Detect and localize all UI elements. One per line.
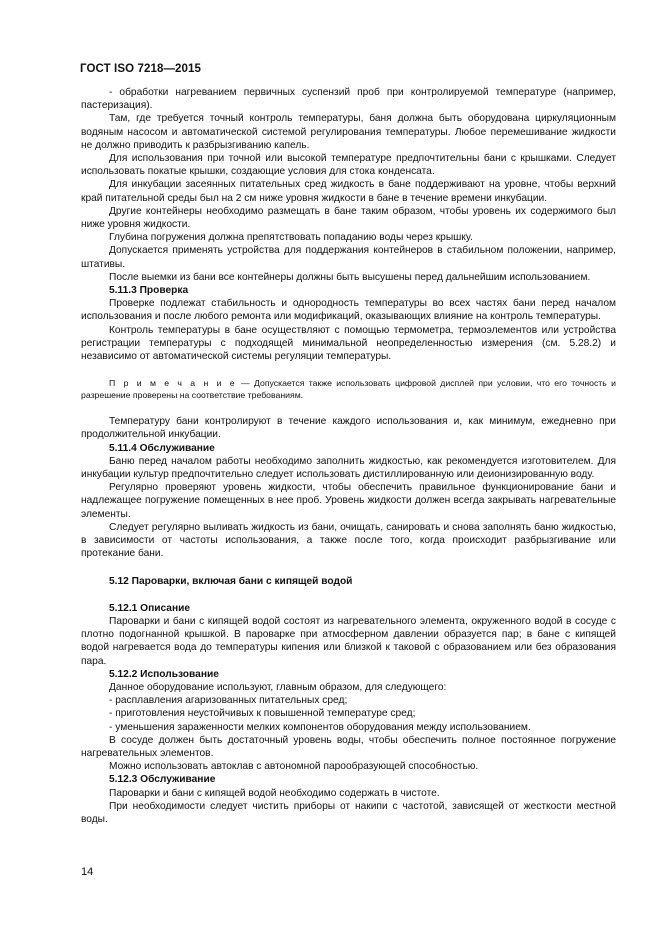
paragraph: Можно использовать автоклав с автономной парообразующей способностью. xyxy=(109,761,479,773)
note-label: П р и м е ч а н и е xyxy=(109,378,237,389)
page-number: 14 xyxy=(81,866,94,878)
paragraph: Для использования при точной или высокой температуре предпочтительны бани с крышками. Следует использовать покатые крышки, создающие условия для стока конденсата. xyxy=(81,153,616,178)
spacer xyxy=(81,561,616,575)
section-heading: 5.12.1 Описание xyxy=(109,602,191,614)
section-heading: 5.12.2 Использование xyxy=(109,668,219,680)
section-heading: 5.11.3 Проверка xyxy=(109,285,189,297)
paragraph: Пароварки и бани с кипящей водой состоят из нагревательного элемента, окруженного водой в сосуде с плотно подогнанной крышкой. В пароварке при атмосферном давлении образуется пар; в бане с кипящей водой нагревается вода до температуры кипения или близкой к таковой с образованием или без образования пара. xyxy=(81,615,616,667)
paragraph: Проверке подлежат стабильность и однородность температуры во всех частях бани перед началом использования и после любого ремонта или модификаций, оказывающих влияние на контроль температуры. xyxy=(81,298,616,323)
paragraph: Температуру бани контролируют в течение каждого использования и, как минимум, ежедневно при продолжительной инкубации. xyxy=(81,416,616,441)
paragraph: Контроль температуры в бане осуществляют с помощью термометра, термоэлементов или устройства регистрации температуры с подходящей минимальной неопределенностью измерения (см. 5.28.2) и независимо от автоматической системы регуляции температуры. xyxy=(81,324,616,363)
paragraph: Данное оборудование используют, главным образом, для следующего: xyxy=(109,681,447,693)
section-heading: 5.11.4 Обслуживание xyxy=(109,442,215,454)
paragraph: Регулярно проверяют уровень жидкости, чтобы обеспечить правильное функционирование бани и надлежащее погружение помещенных в нее проб. Уровень жидкости должен всегда закрывать нагревательные элементы. xyxy=(81,482,616,520)
paragraph: В сосуде должен быть достаточный уровень воды, чтобы обеспечить полное постоянное погружение нагревательных элементов. xyxy=(81,734,616,759)
paragraph: - расплавления агаризованных питательных сред; xyxy=(109,695,348,707)
paragraph: Допускается применять устройства для поддержания контейнеров в стабильном положении, например, штативы. xyxy=(81,245,616,270)
paragraph: Следует регулярно выливать жидкость из бани, очищать, санировать и снова заполнять баню жидкостью, в зависимости от частоты использования, а также после того, когда происходит разбрызгивание или протекание бани. xyxy=(81,521,616,560)
spacer xyxy=(81,401,616,415)
paragraph: - приготовления неустойчивых к повышенной температуре сред; xyxy=(109,708,416,720)
paragraph: Там, где требуется точный контроль температуры, баня должна быть оборудована циркуляционным водяным насосом и автоматической системой регулирования температуры. Любое перемешивание жидкости не должно приводить к разбрызгиванию капель. xyxy=(81,113,616,151)
paragraph: Для инкубации засеянных питательных сред жидкость в бане поддерживают на уровне, чтобы верхний край питательной среды был на 2 см ниже уровня жидкости в бане в течение времени инкубации. xyxy=(81,179,616,204)
document-body xyxy=(81,86,616,826)
paragraph: - обработки нагреванием первичных суспензий проб при контролируемой температуре (например, пастеризация). xyxy=(81,87,616,112)
paragraph: Глубина погружения должна препятствовать попаданию воды через крышку. xyxy=(109,232,473,244)
standard-header: ГОСТ ISO 7218—2015 xyxy=(80,63,202,75)
section-heading: 5.12.3 Обслуживание xyxy=(109,774,216,786)
paragraph: Другие контейнеры необходимо размещать в бане таким образом, чтобы уровень их содержимого был ниже уровня жидкости. xyxy=(81,205,616,231)
paragraph: Пароварки и бани с кипящей водой необходимо содержать в чистоте. xyxy=(109,787,440,799)
paragraph: Баню перед началом работы необходимо заполнить жидкостью, как рекомендуется изготовителем. Для инкубации культур предпочтительно следует использовать дистиллированную или деионизированную воду. xyxy=(81,455,616,481)
note xyxy=(81,377,616,401)
paragraph: - уменьшения зараженности мелких компонентов оборудования между использованием. xyxy=(109,721,531,733)
spacer xyxy=(81,363,616,377)
paragraph: При необходимости следует чистить приборы от накипи с частотой, зависящей от жесткости местной воды. xyxy=(81,800,616,825)
section-heading: 5.12 Пароварки, включая бани с кипящей водой xyxy=(109,575,353,587)
note-text: — Допускается также использовать цифровой дисплей при условии, что его точность и разрешение проверены на соответствие требованиям. xyxy=(81,378,617,401)
paragraph: После выемки из бани все контейнеры должны быть высушены перед дальнейшим использованием. xyxy=(109,271,591,283)
spacer xyxy=(81,588,616,602)
